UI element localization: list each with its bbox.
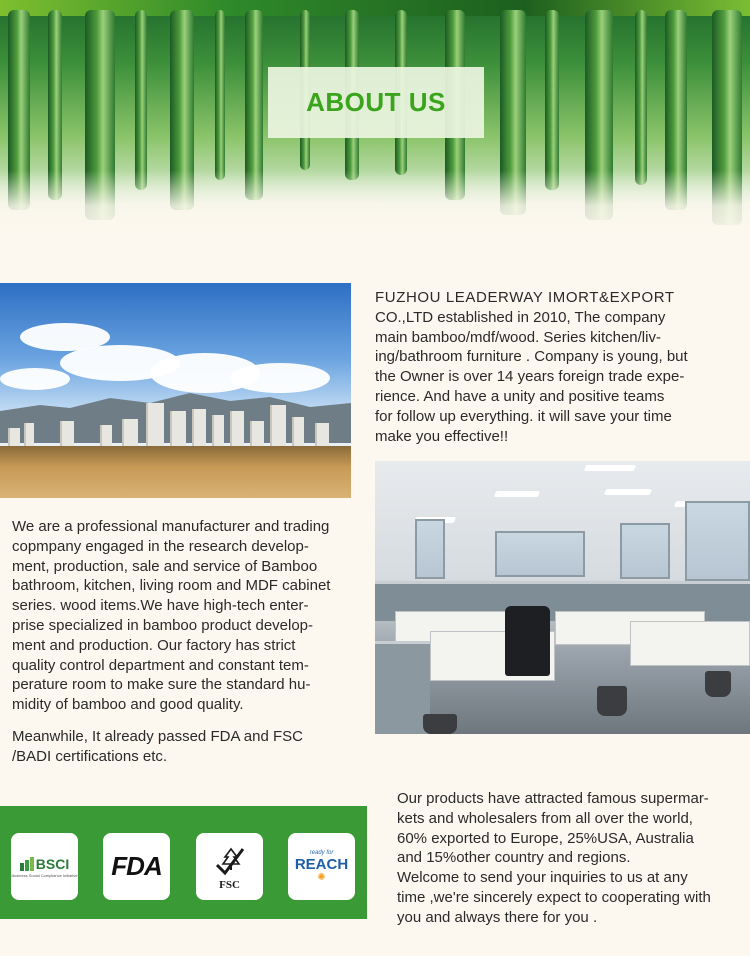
bsci-subtitle: Business Social Compliance Initiative <box>11 872 78 878</box>
hero-mist <box>0 170 750 250</box>
office-photo <box>375 461 750 734</box>
reach-star-icon: ✺ <box>317 872 326 883</box>
text-line: /BADI certifications etc. <box>12 747 168 765</box>
text-line: make you effective!! <box>375 427 509 445</box>
text-line: time ,we're sincerely expect to cooperating with <box>397 888 711 906</box>
text-line: Welcome to send your inquiries to us at any <box>397 869 688 887</box>
text-line: prise specialized in bamboo product develop- <box>12 616 314 634</box>
text-line: midity of bamboo and good quality. <box>12 696 244 714</box>
bamboo-stalk <box>635 10 647 185</box>
bsci-mark-icon <box>20 857 34 871</box>
text-line: rience. And have a unity and positive teams <box>375 387 665 405</box>
text-line: FUZHOU LEADERWAY IMORT&EXPORT <box>375 289 675 306</box>
text-line: main bamboo/mdf/wood. Series kitchen/liv- <box>375 328 661 346</box>
text-line: kets and wholesalers from all over the world, <box>397 809 693 827</box>
about-us-title-box <box>268 67 484 138</box>
markets-text <box>397 789 742 928</box>
fsc-tree-check-icon <box>213 843 247 877</box>
text-line: you and always there for you . <box>397 908 598 926</box>
text-line: and 15%other country and regions. <box>397 849 631 867</box>
text-line: We are a professional manufacturer and trading <box>12 518 330 535</box>
text-line: Meanwhile, It already passed FDA and FSC <box>12 728 303 745</box>
company-intro <box>375 288 715 446</box>
city-skyline-photo <box>0 283 351 498</box>
text-line: the Owner is over 14 years foreign trade expe- <box>375 368 685 386</box>
bamboo-stalk <box>135 10 147 190</box>
reach-logo <box>288 833 355 900</box>
text-line: bathroom, kitchen, living room and MDF cabinet <box>12 577 331 595</box>
text-line: ment, production, sale and service of Bamboo <box>12 557 318 575</box>
bsci-label: BSCI <box>35 855 70 872</box>
fsc-label: FSC <box>219 878 240 891</box>
page-title: ABOUT US <box>306 87 446 117</box>
reach-label: REACH <box>294 856 349 873</box>
riverbank <box>0 446 351 498</box>
fda-logo <box>103 833 170 900</box>
text-line: CO.,LTD established in 2010, The company <box>375 308 666 326</box>
fda-label: FDA <box>111 851 162 881</box>
certifications-text <box>12 727 357 767</box>
bsci-logo <box>11 833 78 900</box>
text-line: Our products have attracted famous supermar- <box>397 790 709 807</box>
text-line: for follow up everything. it will save your time <box>375 407 672 425</box>
about-description <box>12 517 357 715</box>
text-line: ing/bathroom furniture . Company is young, but <box>375 348 688 366</box>
text-line: copmpany engaged in the research develop- <box>12 537 309 555</box>
text-line: series. wood items.We have high-tech enter- <box>12 597 309 615</box>
text-line: ment and production. Our factory has strict <box>12 636 296 654</box>
text-line: quality control department and constant tem- <box>12 656 309 674</box>
reach-top-label: ready for <box>309 850 334 856</box>
text-line: 60% exported to Europe, 25%USA, Australia <box>397 829 694 847</box>
hero-banner <box>0 0 750 250</box>
fsc-logo <box>196 833 263 900</box>
bamboo-stalk <box>215 10 225 180</box>
bamboo-stalk <box>545 10 559 190</box>
text-line: perature room to make sure the standard hu- <box>12 676 311 694</box>
